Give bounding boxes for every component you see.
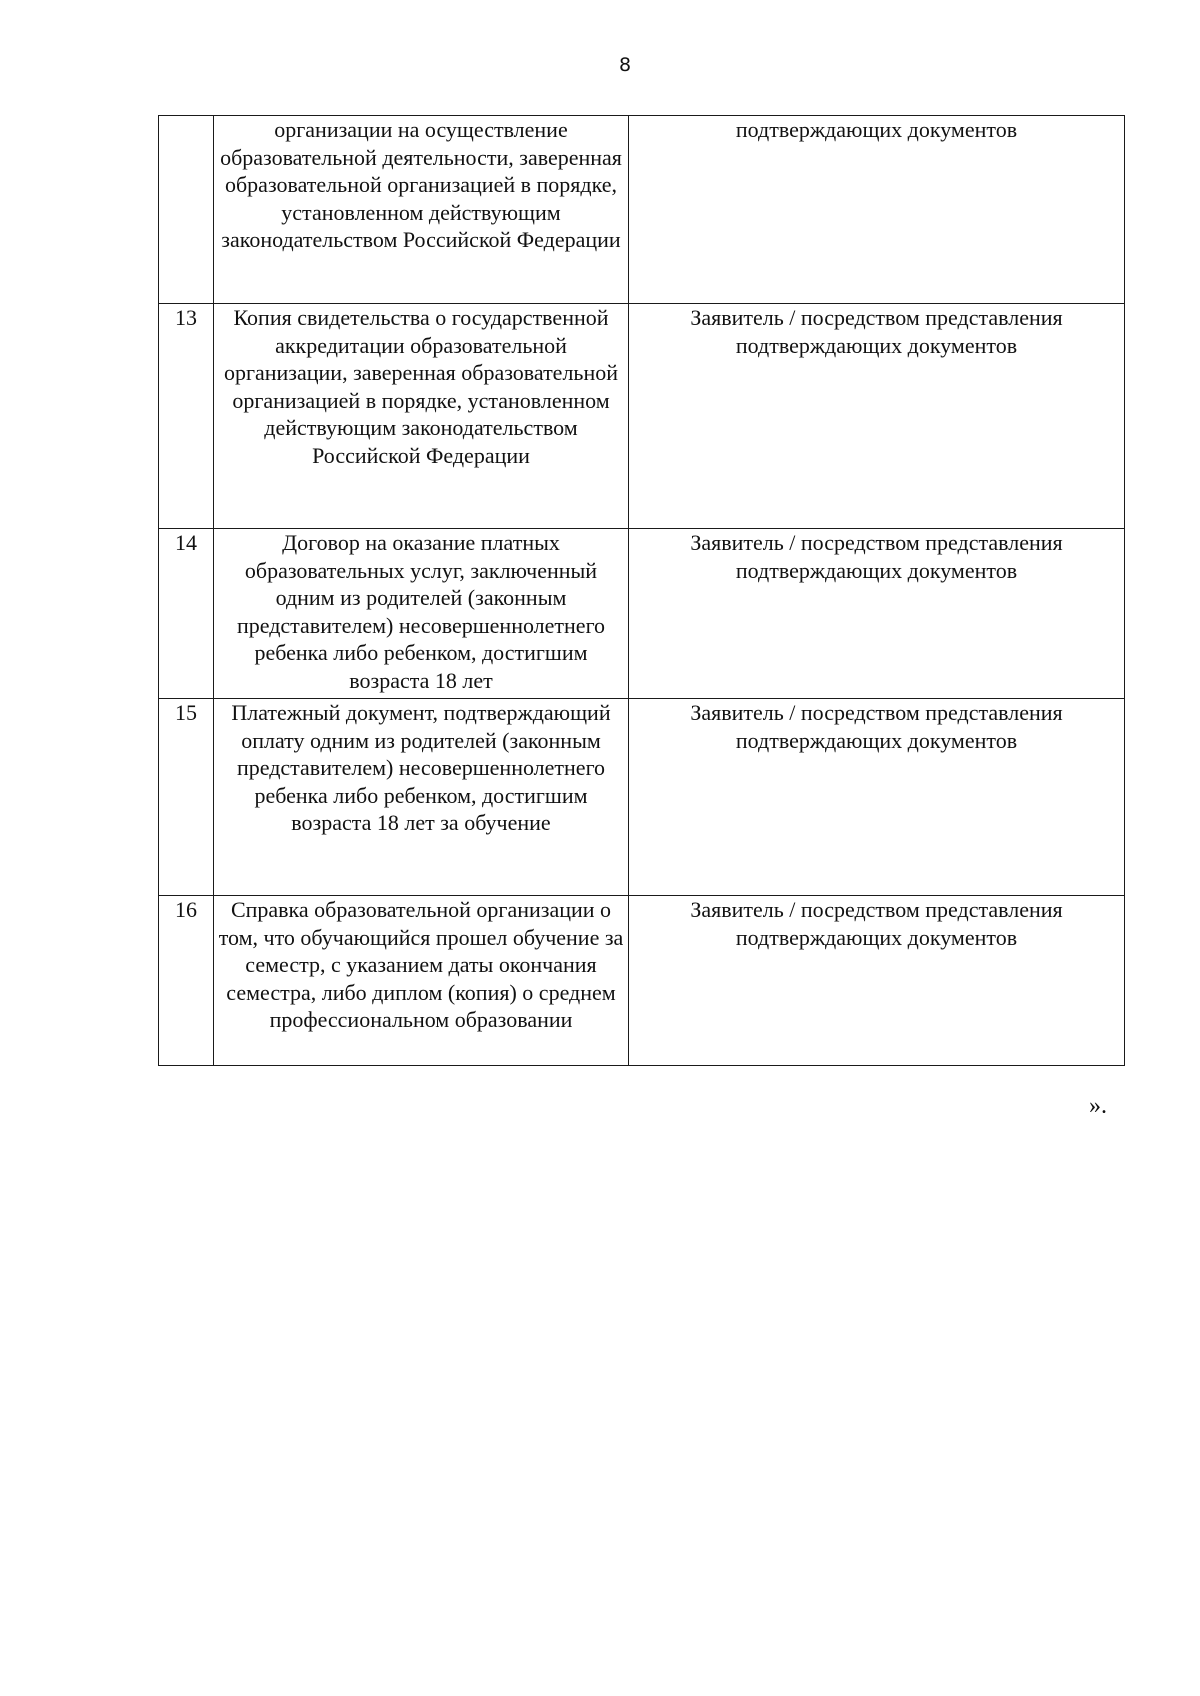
row-number-cell: 15	[159, 699, 214, 896]
table-row	[159, 699, 1125, 896]
document-name-cell: организации на осуществление образовательной деятельности, заверенная образовательной организацией в порядке, установленном действующим законодательством Российской Федерации	[214, 116, 629, 304]
document-name-cell: Платежный документ, подтверждающий оплату одним из родителей (законным представителем) несовершеннолетнего ребенка либо ребенком, достигшим возраста 18 лет за обучение	[214, 699, 629, 896]
row-number-cell	[159, 116, 214, 304]
source-text: Заявитель / посредством представления подтверждающих документов	[690, 897, 1063, 950]
document-name-cell: Справка образовательной организации о том, что обучающийся прошел обучение за семестр, с указанием даты окончания семестра, либо диплом (копия) о среднем профессиональном образовании	[214, 896, 629, 1066]
table-row	[159, 896, 1125, 1066]
source-cell	[629, 529, 1125, 699]
source-cell	[629, 699, 1125, 896]
source-cell	[629, 116, 1125, 304]
table-row	[159, 529, 1125, 699]
row-number-cell: 14	[159, 529, 214, 699]
source-cell	[629, 304, 1125, 529]
document-name-cell: Копия свидетельства о государственной аккредитации образовательной организации, заверенная образовательной организацией в порядке, установленном действующим законодательством Российской Федерации	[214, 304, 629, 529]
row-number-cell: 16	[159, 896, 214, 1066]
table-row	[159, 116, 1125, 304]
table-row	[159, 304, 1125, 529]
page-number: 8	[618, 54, 632, 76]
source-text: подтверждающих документов	[735, 117, 1018, 142]
source-text: Заявитель / посредством представления подтверждающих документов	[690, 305, 1063, 358]
closing-quote-mark: ».	[1089, 1093, 1107, 1119]
source-text: Заявитель / посредством представления подтверждающих документов	[690, 530, 1063, 583]
source-cell	[629, 896, 1125, 1066]
source-text: Заявитель / посредством представления подтверждающих документов	[690, 700, 1063, 753]
row-number-cell: 13	[159, 304, 214, 529]
documents-table	[158, 115, 1125, 1066]
document-name-cell: Договор на оказание платных образовательных услуг, заключенный одним из родителей (законным представителем) несовершеннолетнего ребенка либо ребенком, достигшим возраста 18 лет	[214, 529, 629, 699]
